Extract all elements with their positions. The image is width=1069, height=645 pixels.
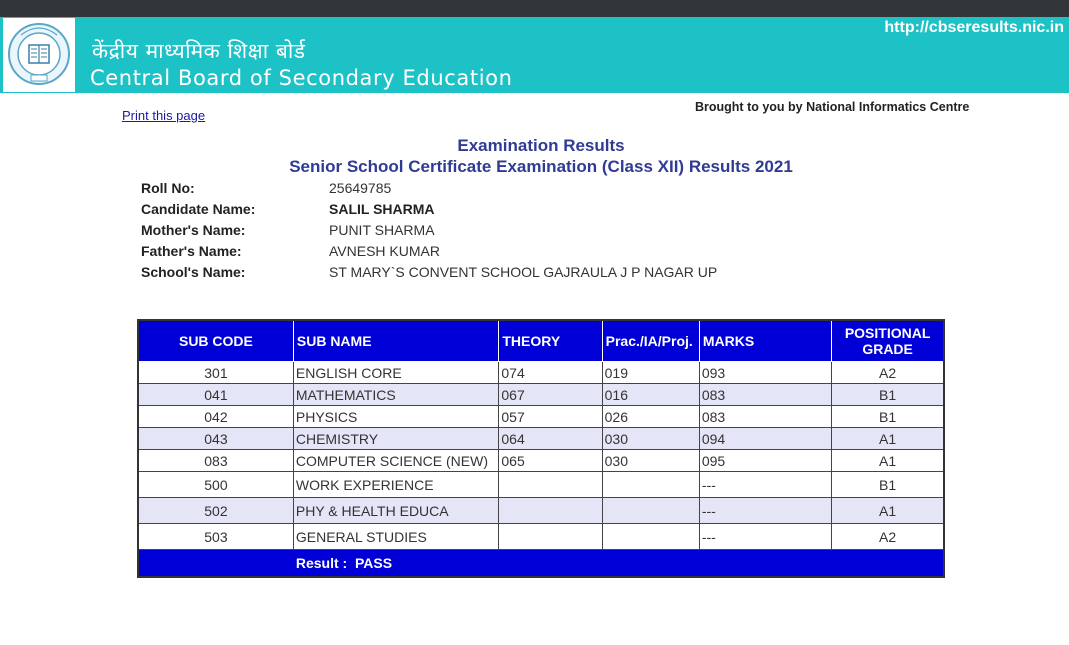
sub-name-cell: WORK EXPERIENCE (293, 472, 499, 498)
print-page-link[interactable]: Print this page (122, 108, 206, 123)
candidate-info (141, 180, 717, 285)
theory-cell: 067 (499, 384, 602, 406)
table-row (138, 428, 944, 450)
header-sub-code: SUB CODE (138, 320, 293, 362)
table-row (138, 498, 944, 524)
practical-cell: 019 (602, 362, 699, 384)
grade-cell: B1 (832, 406, 944, 428)
father-name-row (141, 243, 717, 264)
roll-label: Roll No: (141, 180, 195, 196)
sub-name-cell: GENERAL STUDIES (293, 524, 499, 550)
father-name-label: Father's Name: (141, 243, 242, 259)
marks-cell: 083 (699, 384, 831, 406)
table-row (138, 472, 944, 498)
sub-name-cell: CHEMISTRY (293, 428, 499, 450)
sub-code-cell: 042 (138, 406, 293, 428)
sub-name-cell: COMPUTER SCIENCE (NEW) (293, 450, 499, 472)
marks-cell: --- (699, 524, 831, 550)
header-positional: POSITIONAL (844, 325, 931, 341)
sub-name-cell: ENGLISH CORE (293, 362, 499, 384)
theory-cell (499, 524, 602, 550)
header-practical: Prac./IA/Proj. (602, 320, 699, 362)
table-row (138, 384, 944, 406)
sub-code-cell: 500 (138, 472, 293, 498)
header-marks: MARKS (699, 320, 831, 362)
header-positional-grade (832, 320, 944, 362)
sub-code-cell: 043 (138, 428, 293, 450)
sub-code-cell: 301 (138, 362, 293, 384)
sub-code-cell: 503 (138, 524, 293, 550)
candidate-name-row (141, 201, 717, 222)
marks-cell: 083 (699, 406, 831, 428)
result-spacer (138, 550, 293, 578)
school-name-value: ST MARY`S CONVENT SCHOOL GAJRAULA J P NAGAR UP (329, 264, 718, 280)
candidate-name-label: Candidate Name: (141, 201, 256, 217)
marks-cell: 093 (699, 362, 831, 384)
table-row (138, 450, 944, 472)
page-subtitle: Senior School Certificate Examination (Class XII) Results 2021 (289, 157, 793, 176)
practical-cell: 026 (602, 406, 699, 428)
marks-cell: --- (699, 498, 831, 524)
school-name-row (141, 264, 717, 285)
roll-value: 25649785 (329, 180, 392, 196)
brought-by-text: Brought to you by National Informatics Centre (695, 100, 970, 114)
table-row (138, 362, 944, 384)
sub-name-cell: PHYSICS (293, 406, 499, 428)
practical-cell (602, 472, 699, 498)
browser-top-bar (0, 0, 1069, 17)
header-grade: GRADE (862, 341, 913, 357)
result-value: PASS (355, 555, 393, 571)
result-cell (293, 550, 944, 578)
theory-cell: 065 (499, 450, 602, 472)
grade-cell: A1 (832, 428, 944, 450)
marks-cell: 095 (699, 450, 831, 472)
sub-code-cell: 083 (138, 450, 293, 472)
practical-cell: 030 (602, 450, 699, 472)
cbse-emblem-icon (7, 21, 71, 87)
sub-code-cell: 502 (138, 498, 293, 524)
result-label: Result : (295, 555, 348, 571)
mother-name-row (141, 222, 717, 243)
table-header-row (138, 320, 944, 362)
grade-cell: A1 (832, 498, 944, 524)
result-row (138, 550, 944, 578)
mother-name-label: Mother's Name: (141, 222, 246, 238)
grade-cell: B1 (832, 384, 944, 406)
sub-code-cell: 041 (138, 384, 293, 406)
practical-cell (602, 498, 699, 524)
grade-cell: B1 (832, 472, 944, 498)
table-row (138, 406, 944, 428)
mother-name-value: PUNIT SHARMA (329, 222, 435, 238)
sub-name-cell: MATHEMATICS (293, 384, 499, 406)
board-name-hindi: केंद्रीय माध्यमिक शिक्षा बोर्ड (92, 39, 306, 63)
marks-cell: --- (699, 472, 831, 498)
grade-cell: A2 (832, 362, 944, 384)
marks-cell: 094 (699, 428, 831, 450)
site-url-link[interactable]: http://cbseresults.nic.in (884, 19, 1064, 36)
candidate-name-value: SALIL SHARMA (329, 201, 435, 217)
sub-name-cell: PHY & HEALTH EDUCA (293, 498, 499, 524)
theory-cell (499, 498, 602, 524)
father-name-value: AVNESH KUMAR (329, 243, 440, 259)
board-name-english: Central Board of Secondary Education (90, 66, 513, 90)
theory-cell: 057 (499, 406, 602, 428)
grade-cell: A2 (832, 524, 944, 550)
site-header (0, 17, 1069, 93)
page-title: Examination Results (457, 136, 625, 155)
roll-row (141, 180, 717, 201)
theory-cell: 064 (499, 428, 602, 450)
header-sub-name: SUB NAME (293, 320, 499, 362)
school-name-label: School's Name: (141, 264, 246, 280)
header-theory: THEORY (499, 320, 602, 362)
cbse-logo[interactable] (3, 18, 75, 92)
marks-table (137, 319, 945, 578)
grade-cell: A1 (832, 450, 944, 472)
practical-cell (602, 524, 699, 550)
theory-cell: 074 (499, 362, 602, 384)
table-row (138, 524, 944, 550)
theory-cell (499, 472, 602, 498)
practical-cell: 016 (602, 384, 699, 406)
practical-cell: 030 (602, 428, 699, 450)
